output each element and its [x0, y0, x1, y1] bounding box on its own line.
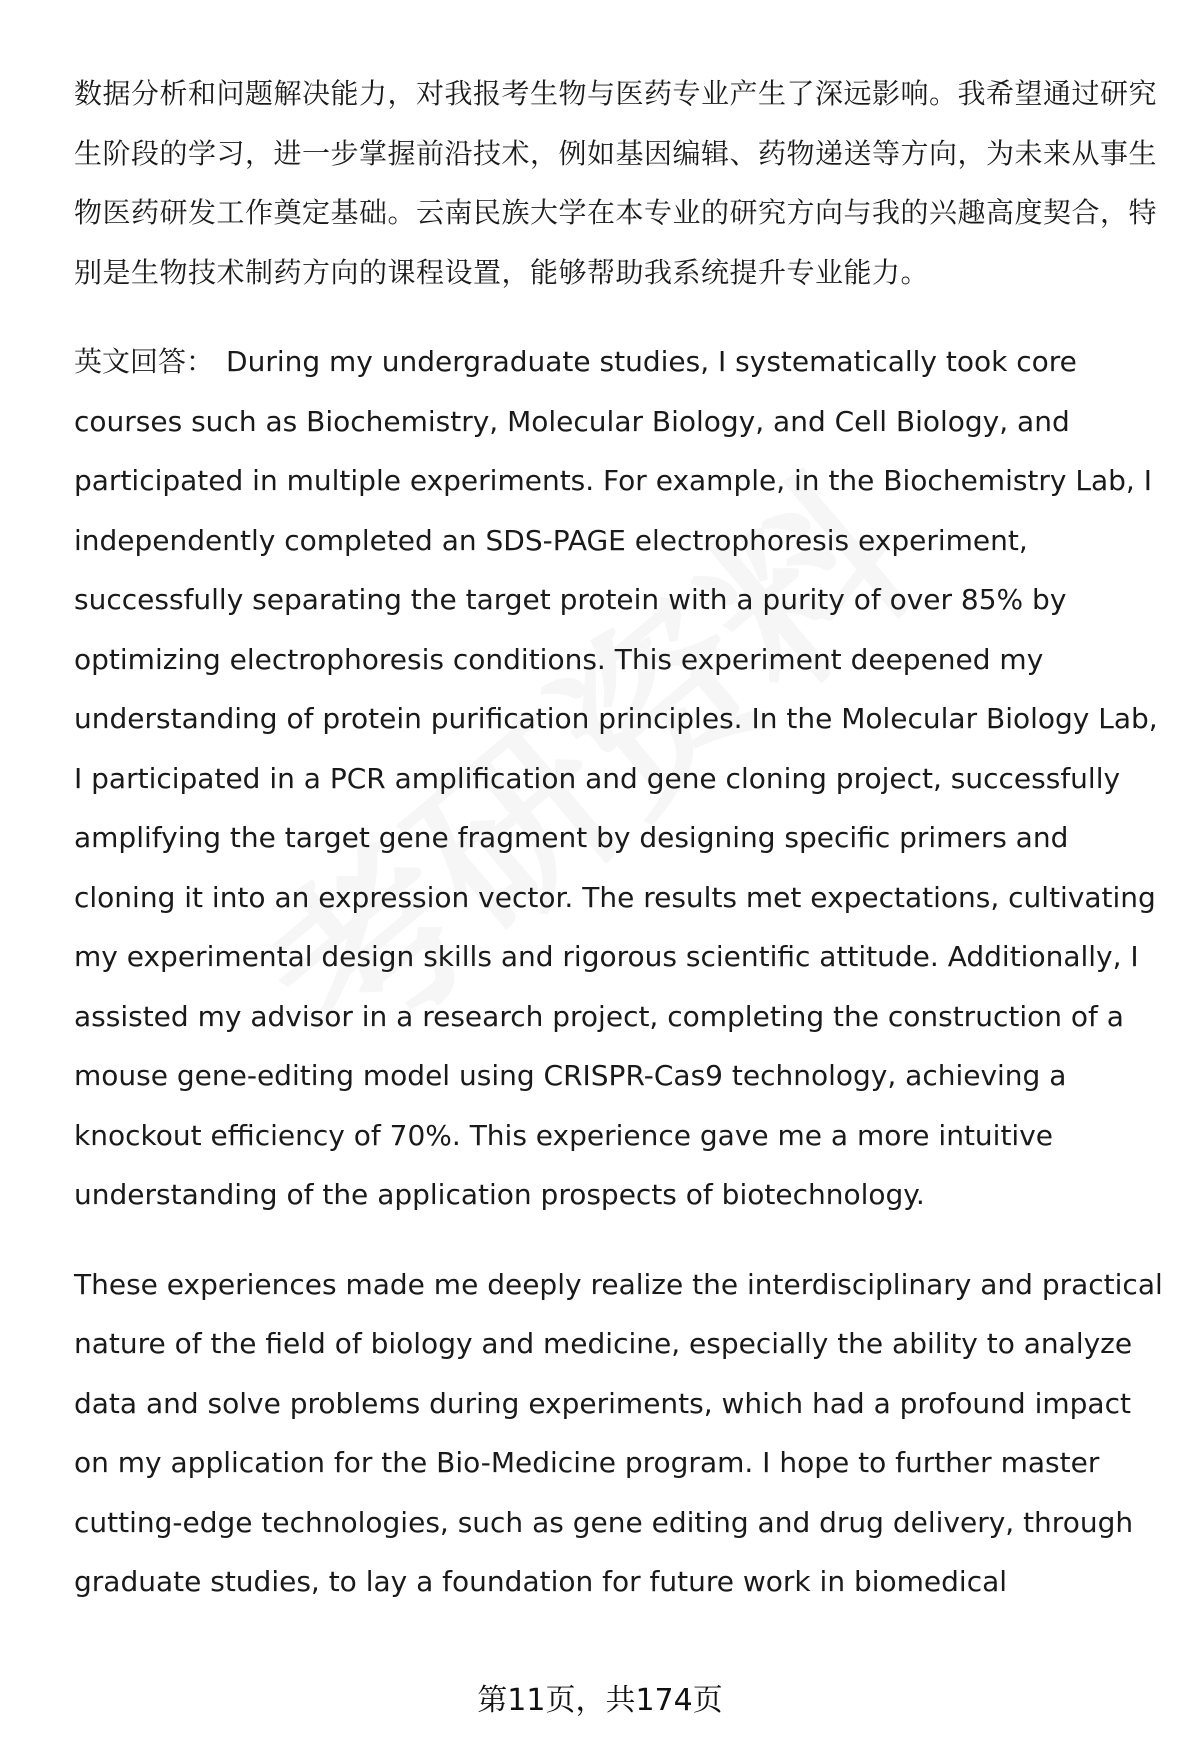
english-answer-label: 英文回答： [74, 345, 215, 378]
paragraph-chinese: 数据分析和问题解决能力，对我报考生物与医药专业产生了深远影响。我希望通过研究生阶段的学习，进一步掌握前沿技术，例如基因编辑、药物递送等方向，为未来从事生物医药研发工作奠定基础。云南民族大学在本专业的研究方向与我的兴趣高度契合，特别是生物技术制药方向的课程设置，能够帮助我系统提升专业能力。 [74, 77, 1158, 289]
document-body [74, 64, 1164, 1612]
paragraph-english-1 [74, 332, 1164, 1225]
paragraph-english-1-text: During my undergraduate studies, I systematically took core courses such as Biochemistry, Molecular Biology, and Cell Biology, and participated in multiple experiments. For example, in the Biochemistry Lab, I independently completed an SDS-PAGE electrophoresis experiment, successfully separating the target protein with a purity of over 85% by optimizing electrophoresis conditions. This experiment deepened my understanding of protein purification principles. In the Molecular Biology Lab, I participated in a PCR amplification and gene cloning project, successfully amplifying the target gene fragment by designing specific primers and cloning it into an expression vector. The results met expectations, cultivating my experimental design skills and rigorous scientific attitude. Additionally, I assisted my advisor in a research project, completing the construction of a mouse gene-editing model using CRISPR-Cas9 technology, achieving a knockout efficiency of 70%. This experience gave me a more intuitive understanding of the application prospects of biotechnology. [74, 345, 1158, 1211]
paragraph-english-2: These experiences made me deeply realize the interdisciplinary and practical nature of the field of biology and medicine, especially the ability to analyze data and solve problems during experiments, which had a profound impact on my application for the Bio-Medicine program. I hope to further master cutting-edge technologies, such as gene editing and drug delivery, through graduate studies, to lay a foundation for future work in biomedical [74, 1267, 1163, 1598]
page-number-footer: 第11页，共174页 [477, 1683, 723, 1718]
